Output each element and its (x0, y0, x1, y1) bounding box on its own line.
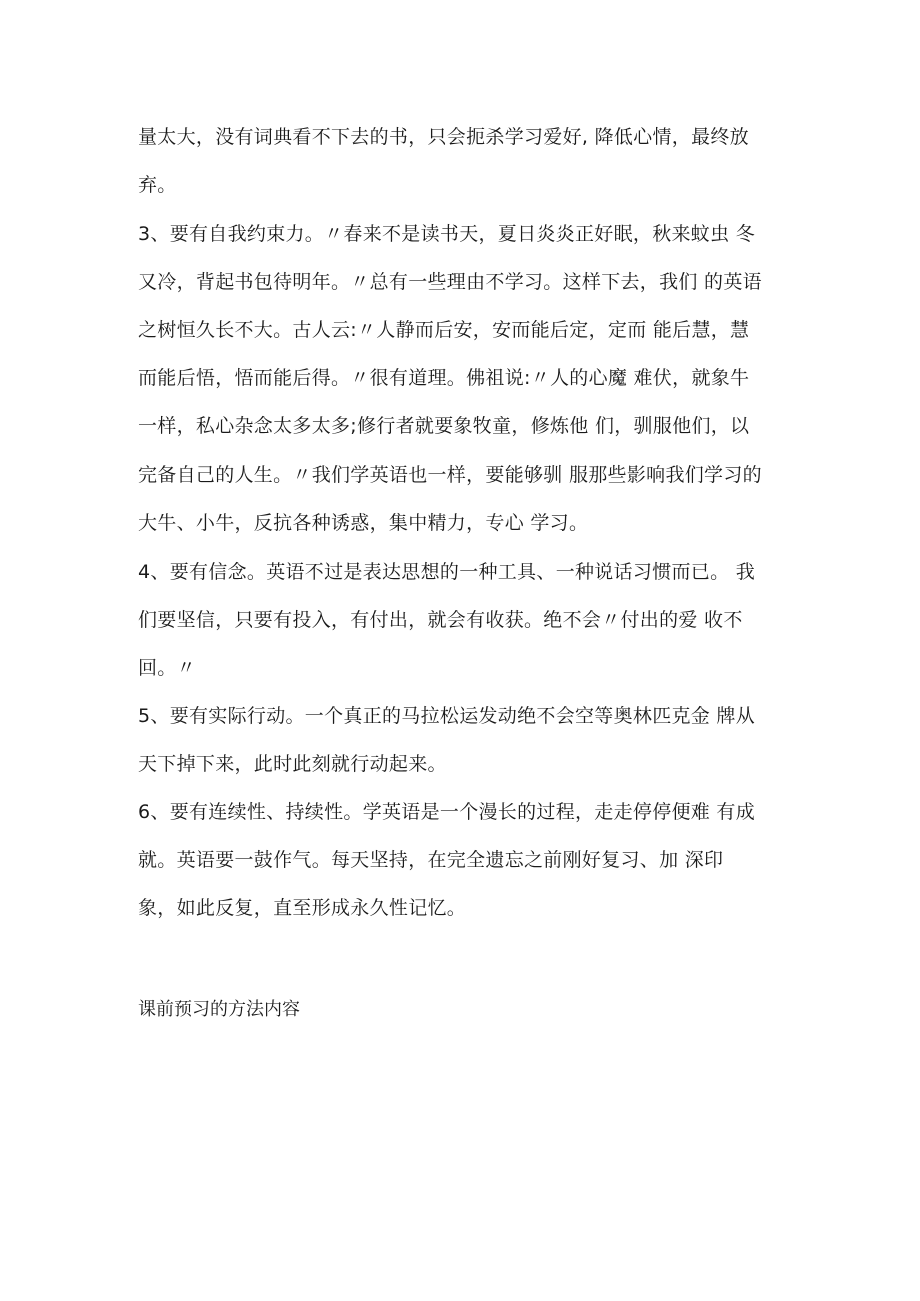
section-heading: 课前预习的方法内容 (138, 999, 300, 1020)
text-line: 5、要有实际行动。一个真正的马拉松运发动绝不会空等奥林匹克金 牌从 (138, 705, 756, 727)
text-line: 们要坚信，只要有投入，有付出，就会有收获。绝不会〃付出的爱 收不 (138, 609, 743, 631)
text-line: 一样，私心杂念太多太多;修行者就要象牧童，修炼他 们，驯服他们，以 (138, 415, 750, 437)
text-line: 之树恒久长不大。古人云:〃人静而后安，安而能后定，定而 能后慧，慧 (138, 319, 750, 341)
text-line: 6、要有连续性、持续性。学英语是一个漫长的过程，走走停停便难 有成 (138, 801, 756, 823)
text-line: 4、要有信念。英语不过是表达思想的一种工具、一种说话习惯而已。 我 (138, 561, 756, 583)
text-line: 就。英语要一鼓作气。每天坚持，在完全遗忘之前刚好复习、加 深印 (138, 849, 724, 871)
text-line: 大牛、小牛，反抗各种诱惑，集中精力，专心 学习。 (138, 512, 589, 534)
text-line: 而能后悟，悟而能后得。〃很有道理。佛祖说:〃人的心魔 难伏，就象牛 (138, 367, 750, 389)
text-line: 象，如此反复，直至形成永久性记忆。 (138, 897, 467, 919)
text-line: 完备自己的人生。〃我们学英语也一样，要能够驯 服那些影响我们学习的 (138, 464, 762, 486)
text-line: 弃。 (138, 174, 177, 196)
text-line: 3、要有自我约束力。〃春来不是读书天，夏日炎炎正好眠，秋来蚊虫 冬 (138, 223, 756, 245)
text-line: 回。〃 (138, 657, 196, 679)
text-line: 量太大，没有词典看不下去的书，只会扼杀学习爱好, 降低心情，最终放 (138, 126, 749, 148)
text-line: 天下掉下来，此时此刻就行动起来。 (138, 753, 447, 775)
text-line: 又冷，背起书包待明年。〃总有一些理由不学习。这样下去，我们 的英语 (138, 271, 762, 293)
